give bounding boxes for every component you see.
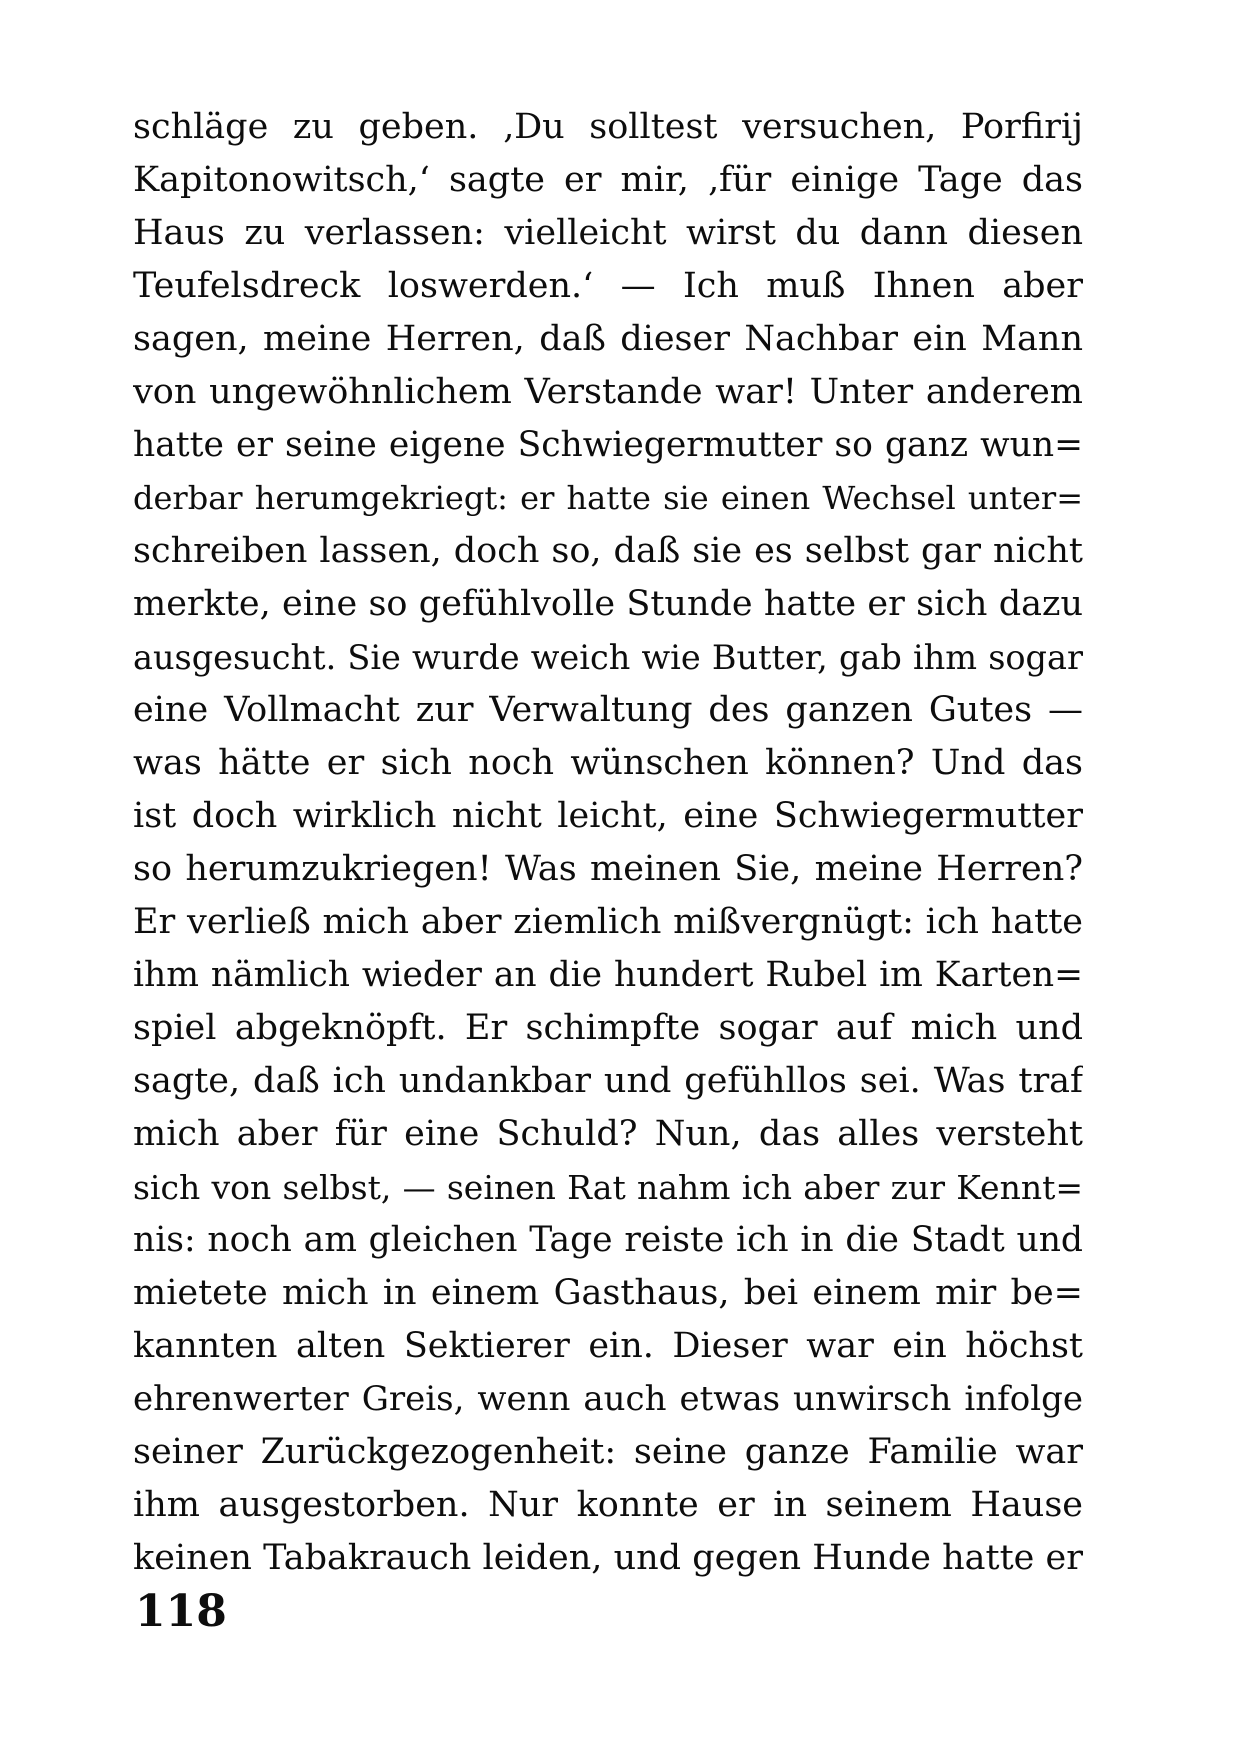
text-line: derbar herumgekriegt: er hatte sie einen Wechsel unter=	[133, 479, 1083, 517]
text-line: Er verließ mich aber ziemlich mißvergnügt: ich hatte	[133, 902, 1083, 942]
text-line: Teufelsdreck loswerden.‘ — Ich muß Ihnen aber	[133, 266, 1083, 306]
text-line: ihm ausgestorben. Nur konnte er in seinem Hause	[133, 1485, 1083, 1525]
text-line: mich aber für eine Schuld? Nun, das alles versteht	[133, 1114, 1083, 1154]
text-line: schläge zu geben. ‚Du solltest versuchen, Porfirij	[133, 107, 1083, 147]
text-line: von ungewöhnlichem Verstande war! Unter anderem	[133, 372, 1083, 412]
text-line: schreiben lassen, doch so, daß sie es selbst gar nicht	[133, 531, 1083, 571]
text-line: ist doch wirklich nicht leicht, eine Schwiegermutter	[133, 796, 1083, 836]
text-line: mietete mich in einem Gasthaus, bei einem mir be=	[133, 1273, 1083, 1313]
text-line: sich von selbst, — seinen Rat nahm ich aber zur Kennt=	[133, 1168, 1083, 1207]
text-line: keinen Tabakrauch leiden, und gegen Hunde hatte er	[133, 1538, 1083, 1578]
text-line: nis: noch am gleichen Tage reiste ich in die Stadt und	[133, 1220, 1083, 1260]
page-number: 118	[135, 1586, 227, 1637]
body-text	[133, 101, 1083, 1585]
text-line: kannten alten Sektierer ein. Dieser war ein höchst	[133, 1326, 1083, 1366]
text-line: sagen, meine Herren, daß dieser Nachbar ein Mann	[133, 319, 1083, 359]
text-line: ihm nämlich wieder an die hundert Rubel im Karten=	[133, 955, 1083, 995]
text-line: ehrenwerter Greis, wenn auch etwas unwirsch infolge	[133, 1379, 1083, 1419]
text-line: Kapitonowitsch,‘ sagte er mir, ‚für einige Tage das	[133, 160, 1083, 200]
text-line: merkte, eine so gefühlvolle Stunde hatte er sich dazu	[133, 584, 1083, 624]
text-line: hatte er seine eigene Schwiegermutter so ganz wun=	[133, 425, 1083, 465]
text-line: was hätte er sich noch wünschen können? Und das	[133, 743, 1083, 783]
text-line: seiner Zurückgezogenheit: seine ganze Familie war	[133, 1432, 1083, 1472]
text-line: so herumzukriegen! Was meinen Sie, meine Herren?	[133, 849, 1083, 889]
text-line: Haus zu verlassen: vielleicht wirst du dann diesen	[133, 213, 1083, 253]
text-line: spiel abgeknöpft. Er schimpfte sogar auf mich und	[133, 1008, 1083, 1048]
text-line: ausgesucht. Sie wurde weich wie Butter, gab ihm sogar	[133, 638, 1083, 677]
text-line: sagte, daß ich undankbar und gefühllos sei. Was traf	[133, 1061, 1083, 1101]
text-line: eine Vollmacht zur Verwaltung des ganzen Gutes —	[133, 690, 1083, 730]
